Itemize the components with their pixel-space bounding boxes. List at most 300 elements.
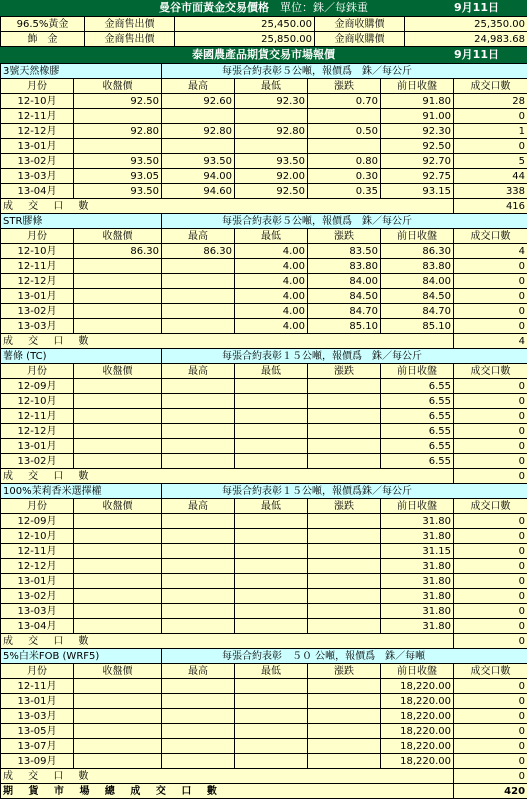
- section-name: 3號天然橡膠: [1, 64, 162, 79]
- table-cell: 13-03月: [1, 604, 74, 619]
- table-cell: [74, 754, 162, 769]
- section-total-value: 0: [454, 634, 527, 649]
- table-cell: 0: [454, 109, 527, 124]
- section-total-value: 0: [454, 769, 527, 784]
- table-cell: 92.80: [235, 124, 308, 139]
- table-cell: 0: [454, 394, 527, 409]
- table-row: [1, 394, 527, 409]
- gold-row: [1, 32, 527, 47]
- futures-header: [0, 47, 527, 63]
- table-cell: [235, 394, 308, 409]
- table-cell: 18,220.00: [381, 694, 454, 709]
- table-cell: [235, 709, 308, 724]
- table-cell: 18,220.00: [381, 739, 454, 754]
- column-header-row: [1, 499, 527, 514]
- table-cell: 6.55: [381, 409, 454, 424]
- table-row: [1, 424, 527, 439]
- table-cell: 12-11月: [1, 409, 74, 424]
- column-header: 成交口數: [454, 499, 527, 514]
- table-cell: [308, 754, 381, 769]
- table-cell: 92.70: [381, 154, 454, 169]
- table-cell: [162, 544, 235, 559]
- table-cell: [235, 454, 308, 469]
- table-cell: 6.55: [381, 439, 454, 454]
- table-cell: [235, 619, 308, 634]
- column-header: 月份: [1, 79, 74, 94]
- gold-buy-price: 25,350.00: [405, 17, 527, 32]
- table-cell: 85.10: [381, 319, 454, 334]
- section-total-label: 成 交 口 數: [1, 634, 454, 649]
- table-cell: [74, 559, 162, 574]
- table-cell: 12-10月: [1, 94, 74, 109]
- section-note: 每張合約表彰 ５０ 公噸，報價爲 銖／每噸: [162, 649, 527, 664]
- table-cell: 92.30: [381, 124, 454, 139]
- column-header-row: [1, 229, 527, 244]
- column-header: 前日收盤: [381, 364, 454, 379]
- table-cell: 0: [454, 289, 527, 304]
- table-cell: [308, 139, 381, 154]
- table-cell: 92.80: [74, 124, 162, 139]
- table-cell: [74, 619, 162, 634]
- gold-header: [0, 0, 527, 16]
- table-row: [1, 319, 527, 334]
- section-total-label: 成 交 口 數: [1, 469, 454, 484]
- table-cell: [74, 259, 162, 274]
- table-cell: 93.50: [74, 184, 162, 199]
- grand-total-label: 期 貨 市 場 總 成 交 口 數: [1, 784, 454, 799]
- table-row: [1, 439, 527, 454]
- table-cell: [74, 529, 162, 544]
- column-header: 漲跌: [308, 664, 381, 679]
- column-header: 月份: [1, 229, 74, 244]
- table-cell: 93.15: [381, 184, 454, 199]
- column-header: 最高: [162, 499, 235, 514]
- table-cell: 0: [454, 679, 527, 694]
- table-cell: [74, 424, 162, 439]
- table-cell: 31.80: [381, 574, 454, 589]
- table-cell: [74, 274, 162, 289]
- table-cell: [235, 109, 308, 124]
- table-cell: [162, 454, 235, 469]
- table-cell: [235, 694, 308, 709]
- section-total-row: [1, 199, 527, 214]
- section-total-value: 0: [454, 469, 527, 484]
- column-header: 最低: [235, 79, 308, 94]
- table-cell: 12-10月: [1, 529, 74, 544]
- table-cell: 92.30: [235, 94, 308, 109]
- table-cell: 31.80: [381, 514, 454, 529]
- table-cell: 0: [454, 454, 527, 469]
- table-cell: [162, 259, 235, 274]
- table-cell: [308, 514, 381, 529]
- table-row: [1, 304, 527, 319]
- column-header: 前日收盤: [381, 499, 454, 514]
- table-cell: 13-01月: [1, 574, 74, 589]
- column-header: 最高: [162, 79, 235, 94]
- gold-table: [0, 16, 527, 47]
- gold-sell-label: 金商售出價: [85, 17, 175, 32]
- table-cell: [74, 709, 162, 724]
- table-cell: 18,220.00: [381, 724, 454, 739]
- table-row: [1, 589, 527, 604]
- column-header: 成交口數: [454, 229, 527, 244]
- table-cell: [74, 514, 162, 529]
- table-row: [1, 514, 527, 529]
- table-row: [1, 274, 527, 289]
- section-name: 100%茉莉香米選擇權: [1, 484, 162, 499]
- table-cell: 92.50: [381, 139, 454, 154]
- table-cell: 13-02月: [1, 589, 74, 604]
- section-note: 每張合約表彰５公噸，報價爲 銖／每公斤: [162, 64, 527, 79]
- column-header: 月份: [1, 364, 74, 379]
- table-cell: [162, 289, 235, 304]
- table-cell: 4.00: [235, 274, 308, 289]
- table-row: [1, 379, 527, 394]
- table-cell: [74, 409, 162, 424]
- table-row: [1, 754, 527, 769]
- table-cell: [235, 754, 308, 769]
- table-cell: [308, 739, 381, 754]
- table-cell: [162, 604, 235, 619]
- table-cell: 94.60: [162, 184, 235, 199]
- table-cell: [235, 739, 308, 754]
- section-note: 每張合約表彰１５公噸，報價爲銖／每公斤: [162, 484, 527, 499]
- table-row: [1, 739, 527, 754]
- column-header: 收盤價: [74, 364, 162, 379]
- table-cell: 4.00: [235, 304, 308, 319]
- futures-header-date: 9月11日: [454, 48, 499, 61]
- table-cell: [162, 559, 235, 574]
- table-cell: [235, 724, 308, 739]
- table-cell: 0: [454, 529, 527, 544]
- table-cell: [74, 574, 162, 589]
- table-cell: 84.70: [308, 304, 381, 319]
- table-cell: 13-03月: [1, 169, 74, 184]
- table-cell: 4.00: [235, 289, 308, 304]
- futures-table: [0, 63, 527, 799]
- table-cell: 4.00: [235, 319, 308, 334]
- table-cell: 92.50: [74, 94, 162, 109]
- table-cell: 13-03月: [1, 319, 74, 334]
- table-cell: 91.00: [381, 109, 454, 124]
- table-cell: 18,220.00: [381, 679, 454, 694]
- section-name: 5%白米FOB (WRF5): [1, 649, 162, 664]
- table-cell: [308, 529, 381, 544]
- column-header: 漲跌: [308, 499, 381, 514]
- table-cell: 13-03月: [1, 709, 74, 724]
- table-cell: [308, 574, 381, 589]
- table-cell: 0: [454, 589, 527, 604]
- table-cell: [308, 439, 381, 454]
- table-cell: [162, 724, 235, 739]
- column-header: 成交口數: [454, 664, 527, 679]
- column-header: 成交口數: [454, 79, 527, 94]
- table-cell: 12-09月: [1, 514, 74, 529]
- table-cell: 12-09月: [1, 379, 74, 394]
- gold-sell-price: 25,850.00: [175, 32, 315, 47]
- section-name: 薯條 (TC): [1, 349, 162, 364]
- section-header: [1, 64, 527, 79]
- table-cell: [308, 409, 381, 424]
- table-cell: [235, 439, 308, 454]
- table-cell: 12-11月: [1, 259, 74, 274]
- table-cell: [162, 574, 235, 589]
- table-row: [1, 454, 527, 469]
- grand-total-row: [1, 784, 527, 799]
- gold-row: [1, 17, 527, 32]
- table-cell: 84.00: [308, 274, 381, 289]
- table-cell: [74, 454, 162, 469]
- table-cell: 84.70: [381, 304, 454, 319]
- table-cell: 12-10月: [1, 244, 74, 259]
- column-header: 最低: [235, 229, 308, 244]
- table-cell: [162, 739, 235, 754]
- section-total-label: 成 交 口 數: [1, 334, 454, 349]
- table-row: [1, 619, 527, 634]
- table-cell: [308, 424, 381, 439]
- column-header: 漲跌: [308, 364, 381, 379]
- column-header: 最低: [235, 664, 308, 679]
- table-cell: 0: [454, 694, 527, 709]
- table-cell: [308, 709, 381, 724]
- table-cell: 85.10: [308, 319, 381, 334]
- column-header: 最高: [162, 229, 235, 244]
- table-cell: [235, 529, 308, 544]
- table-cell: 92.80: [162, 124, 235, 139]
- column-header: 收盤價: [74, 79, 162, 94]
- section-header: [1, 349, 527, 364]
- column-header-row: [1, 79, 527, 94]
- section-note: 每張合約表彰５公噸，報價爲 銖／每公斤: [162, 214, 527, 229]
- table-cell: [162, 109, 235, 124]
- table-cell: [308, 109, 381, 124]
- column-header: 前日收盤: [381, 229, 454, 244]
- table-row: [1, 409, 527, 424]
- gold-buy-label: 金商收購價: [315, 17, 405, 32]
- table-cell: 0: [454, 424, 527, 439]
- table-row: [1, 289, 527, 304]
- table-row: [1, 709, 527, 724]
- table-row: [1, 259, 527, 274]
- table-cell: 6.55: [381, 379, 454, 394]
- table-cell: [308, 559, 381, 574]
- table-cell: 92.50: [235, 184, 308, 199]
- table-cell: 12-12月: [1, 124, 74, 139]
- section-header: [1, 649, 527, 664]
- table-cell: 83.80: [381, 259, 454, 274]
- table-cell: 12-12月: [1, 559, 74, 574]
- table-cell: [235, 379, 308, 394]
- table-cell: [74, 679, 162, 694]
- table-cell: 31.80: [381, 529, 454, 544]
- table-cell: 13-09月: [1, 754, 74, 769]
- table-cell: [308, 379, 381, 394]
- table-cell: 4.00: [235, 259, 308, 274]
- table-cell: 31.15: [381, 544, 454, 559]
- table-cell: 86.30: [74, 244, 162, 259]
- column-header: 月份: [1, 664, 74, 679]
- gold-header-title: 曼谷市面黃金交易價格 單位：銖／每銖重: [159, 1, 368, 14]
- gold-sell-price: 25,450.00: [175, 17, 315, 32]
- table-cell: [235, 589, 308, 604]
- section-header: [1, 214, 527, 229]
- table-cell: [162, 529, 235, 544]
- column-header: 漲跌: [308, 229, 381, 244]
- table-cell: 0.30: [308, 169, 381, 184]
- gold-header-date: 9月11日: [454, 1, 499, 14]
- table-cell: 93.50: [162, 154, 235, 169]
- table-cell: 13-02月: [1, 154, 74, 169]
- table-cell: [308, 544, 381, 559]
- table-cell: [162, 304, 235, 319]
- table-cell: 0: [454, 619, 527, 634]
- table-cell: 28: [454, 94, 527, 109]
- section-total-row: [1, 334, 527, 349]
- table-cell: 0: [454, 754, 527, 769]
- gold-buy-price: 24,983.68: [405, 32, 527, 47]
- table-cell: [162, 694, 235, 709]
- table-cell: 94.00: [162, 169, 235, 184]
- table-cell: 92.00: [235, 169, 308, 184]
- table-cell: [308, 589, 381, 604]
- table-row: [1, 109, 527, 124]
- section-total-value: 4: [454, 334, 527, 349]
- table-cell: 91.80: [381, 94, 454, 109]
- table-cell: [162, 709, 235, 724]
- table-cell: [162, 274, 235, 289]
- table-cell: [74, 604, 162, 619]
- table-cell: [308, 694, 381, 709]
- column-header: 最高: [162, 664, 235, 679]
- table-cell: 93.50: [235, 154, 308, 169]
- table-cell: 0: [454, 139, 527, 154]
- table-cell: [308, 679, 381, 694]
- table-cell: 44: [454, 169, 527, 184]
- table-cell: [235, 559, 308, 574]
- table-cell: 338: [454, 184, 527, 199]
- table-row: [1, 544, 527, 559]
- table-cell: [235, 679, 308, 694]
- grand-total-value: 420: [454, 784, 527, 799]
- table-cell: 12-12月: [1, 424, 74, 439]
- table-cell: [74, 379, 162, 394]
- table-cell: 0: [454, 574, 527, 589]
- table-row: [1, 529, 527, 544]
- table-cell: 6.55: [381, 394, 454, 409]
- table-cell: 0: [454, 274, 527, 289]
- table-row: [1, 694, 527, 709]
- table-cell: 84.00: [381, 274, 454, 289]
- table-cell: [308, 619, 381, 634]
- table-cell: 0: [454, 514, 527, 529]
- table-cell: [74, 319, 162, 334]
- table-cell: [162, 394, 235, 409]
- table-cell: [235, 604, 308, 619]
- table-cell: 0: [454, 319, 527, 334]
- table-cell: [162, 379, 235, 394]
- gold-buy-label: 金商收購價: [315, 32, 405, 47]
- table-cell: 86.30: [162, 244, 235, 259]
- table-cell: 1: [454, 124, 527, 139]
- table-cell: 0: [454, 544, 527, 559]
- section-total-value: 416: [454, 199, 527, 214]
- section-total-row: [1, 469, 527, 484]
- table-cell: [235, 574, 308, 589]
- table-cell: 0: [454, 409, 527, 424]
- table-cell: 0: [454, 709, 527, 724]
- column-header: 前日收盤: [381, 79, 454, 94]
- table-cell: 6.55: [381, 424, 454, 439]
- table-cell: [74, 739, 162, 754]
- table-cell: 0: [454, 379, 527, 394]
- column-header: 收盤價: [74, 499, 162, 514]
- table-cell: 0: [454, 304, 527, 319]
- table-cell: 31.80: [381, 619, 454, 634]
- column-header-row: [1, 664, 527, 679]
- table-cell: 13-02月: [1, 304, 74, 319]
- table-cell: [235, 409, 308, 424]
- table-cell: 13-01月: [1, 139, 74, 154]
- column-header: 前日收盤: [381, 664, 454, 679]
- table-cell: 13-01月: [1, 439, 74, 454]
- table-cell: [162, 679, 235, 694]
- table-cell: 13-01月: [1, 694, 74, 709]
- table-cell: 86.30: [381, 244, 454, 259]
- table-cell: [235, 544, 308, 559]
- column-header: 最低: [235, 364, 308, 379]
- column-header: 收盤價: [74, 664, 162, 679]
- section-total-label: 成 交 口 數: [1, 199, 454, 214]
- table-row: [1, 559, 527, 574]
- table-cell: 0: [454, 259, 527, 274]
- table-cell: [74, 139, 162, 154]
- table-cell: [162, 754, 235, 769]
- table-cell: [235, 514, 308, 529]
- table-cell: 12-11月: [1, 109, 74, 124]
- table-cell: 13-04月: [1, 184, 74, 199]
- table-cell: [308, 604, 381, 619]
- column-header: 月份: [1, 499, 74, 514]
- table-cell: [162, 619, 235, 634]
- table-cell: 31.80: [381, 559, 454, 574]
- table-cell: [74, 394, 162, 409]
- table-cell: 0.50: [308, 124, 381, 139]
- table-row: [1, 724, 527, 739]
- column-header: 成交口數: [454, 364, 527, 379]
- column-header: 漲跌: [308, 79, 381, 94]
- table-cell: 0: [454, 439, 527, 454]
- table-cell: 13-07月: [1, 739, 74, 754]
- table-cell: [74, 544, 162, 559]
- table-cell: 93.05: [74, 169, 162, 184]
- gold-kind: 飾 金: [1, 32, 85, 47]
- table-row: [1, 184, 527, 199]
- table-cell: 93.50: [74, 154, 162, 169]
- section-total-row: [1, 769, 527, 784]
- table-row: [1, 94, 527, 109]
- section-name: STR膠條: [1, 214, 162, 229]
- table-cell: [308, 454, 381, 469]
- table-cell: 0.70: [308, 94, 381, 109]
- table-cell: 0: [454, 739, 527, 754]
- table-cell: 13-01月: [1, 289, 74, 304]
- table-row: [1, 244, 527, 259]
- table-cell: 92.75: [381, 169, 454, 184]
- table-cell: [74, 304, 162, 319]
- table-cell: 84.50: [308, 289, 381, 304]
- table-cell: [162, 589, 235, 604]
- table-cell: 31.80: [381, 589, 454, 604]
